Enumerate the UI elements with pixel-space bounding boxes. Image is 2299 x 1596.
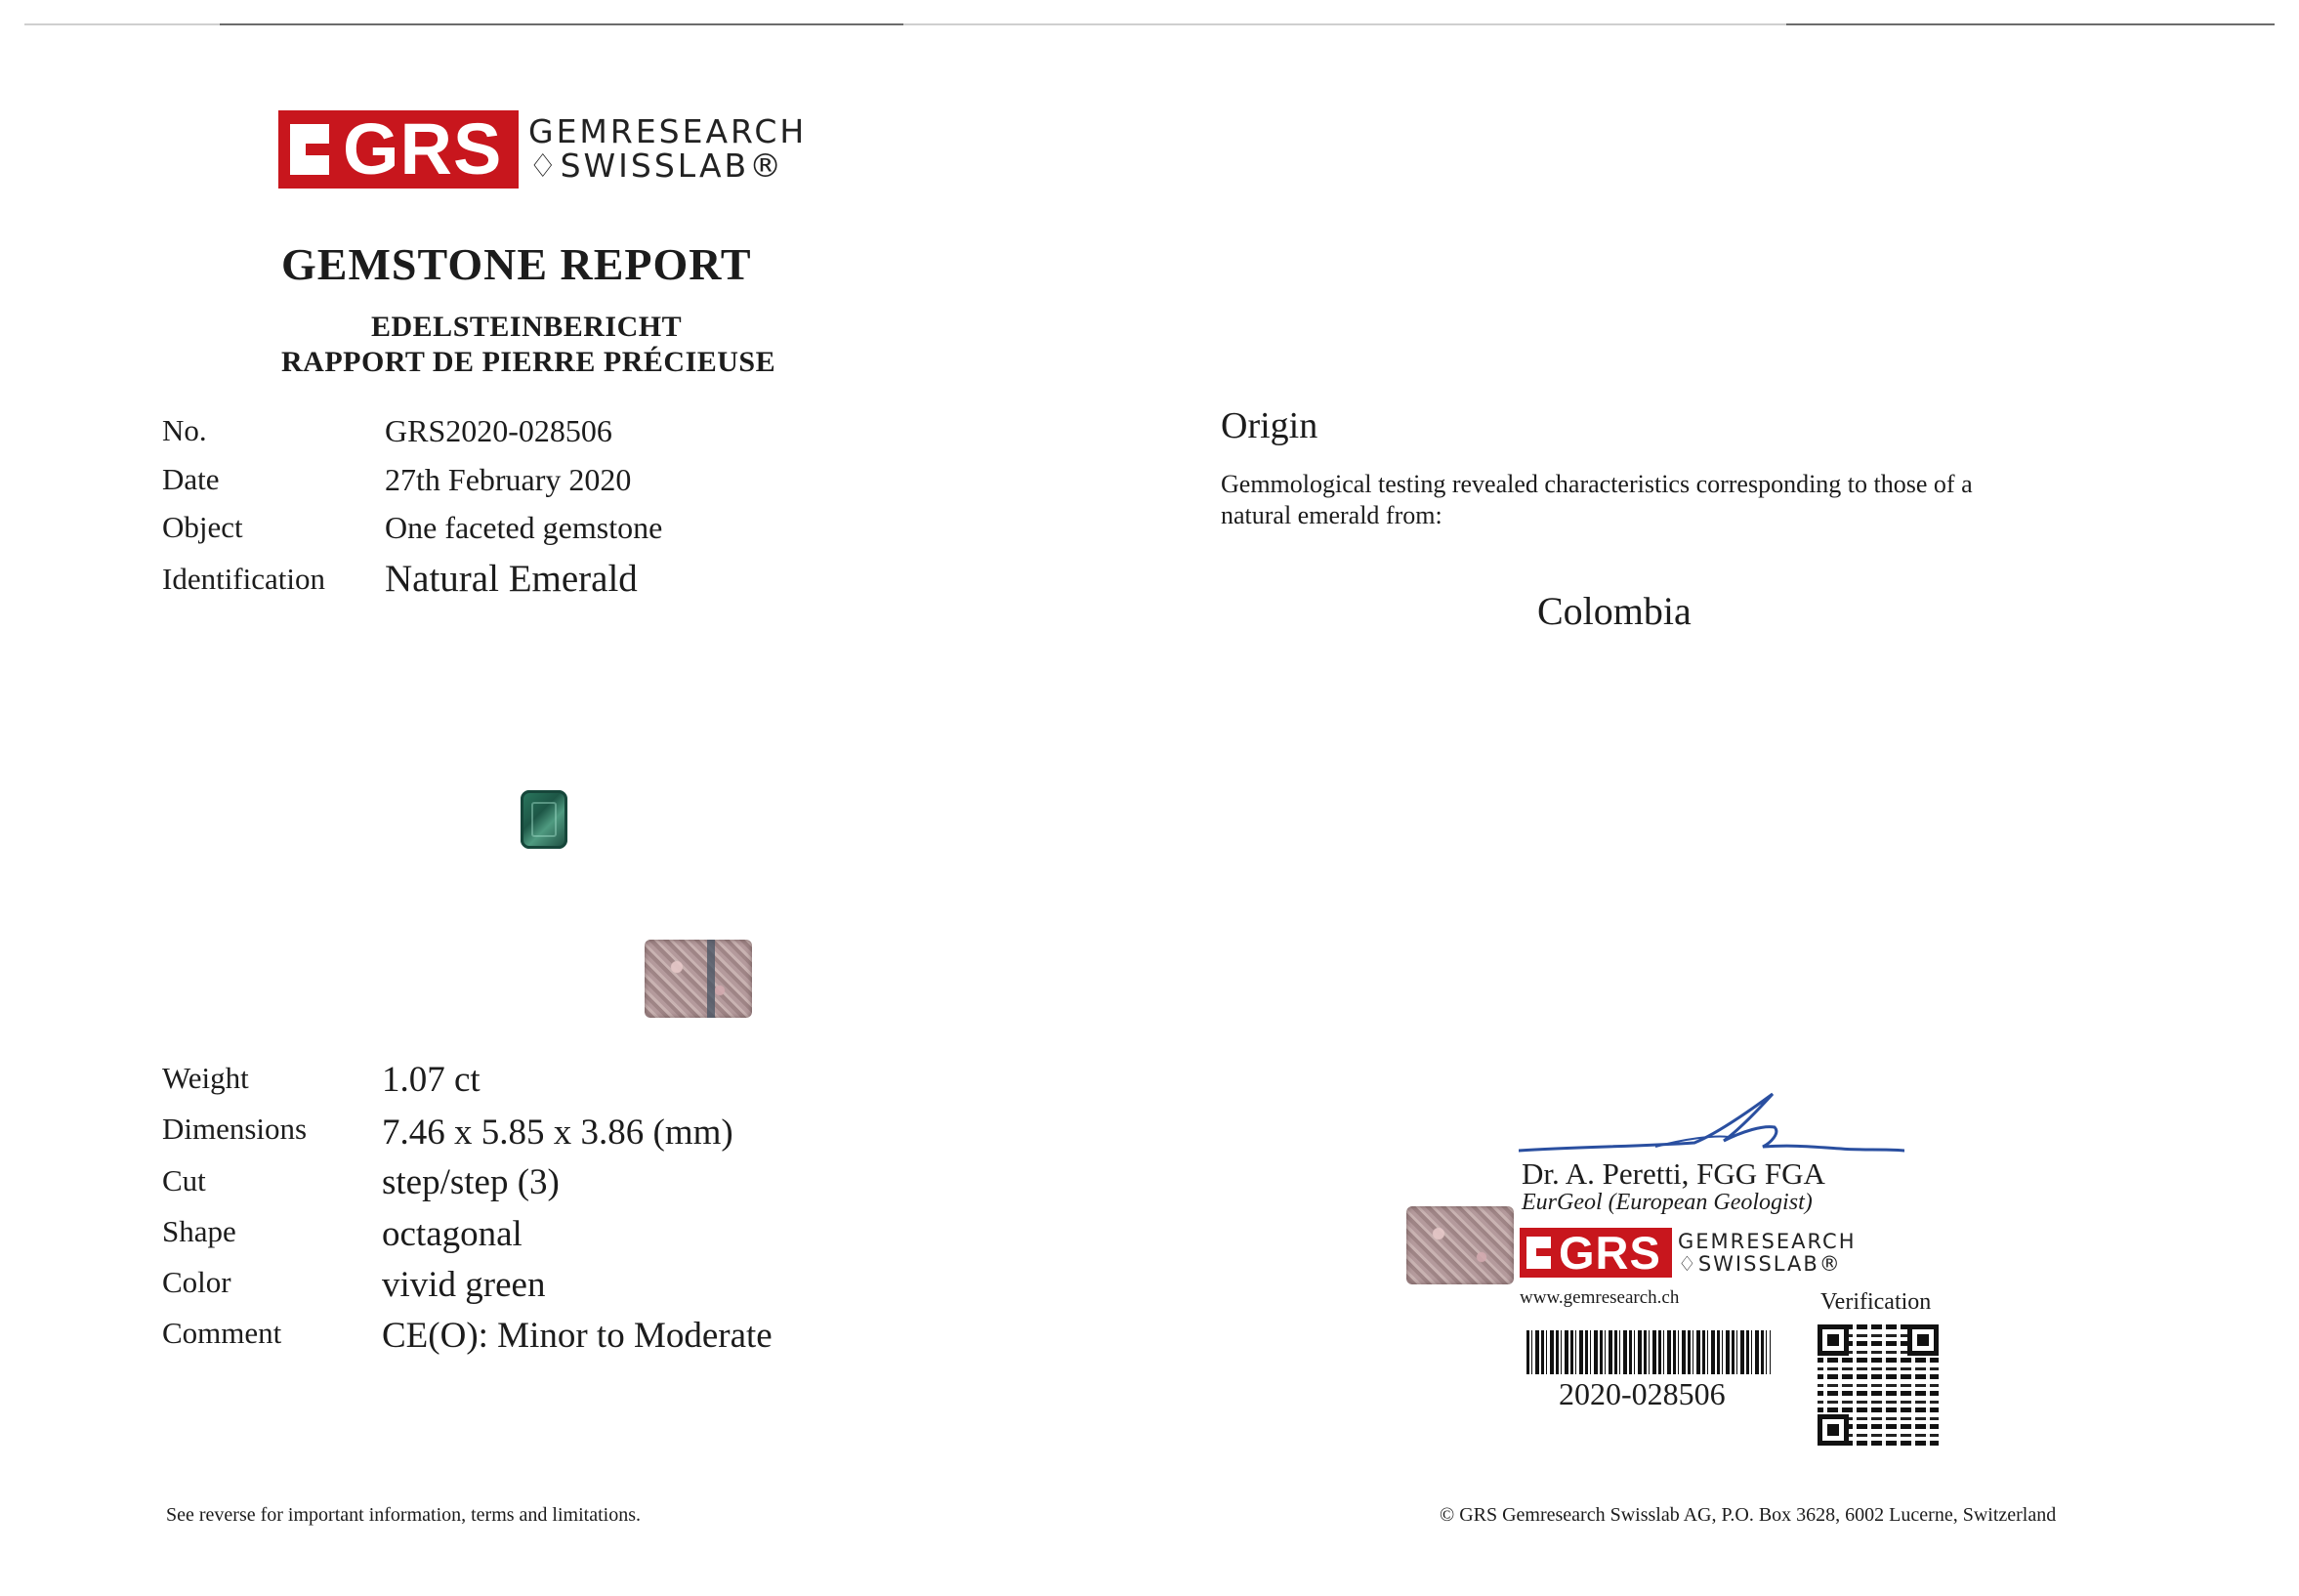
diamond-icon: ♢: [1678, 1251, 1698, 1276]
origin-heading: Origin: [1221, 405, 1318, 446]
swiss-cross-icon: [1526, 1237, 1551, 1269]
footer-note: See reverse for important information, terms and limitations.: [166, 1504, 641, 1526]
security-hologram: [645, 940, 752, 1018]
report-title: GEMSTONE REPORT: [281, 239, 752, 289]
website-link[interactable]: www.gemresearch.ch: [1520, 1287, 1680, 1308]
dimensions-label: Dimensions: [162, 1112, 308, 1146]
comment-label: Comment: [162, 1316, 282, 1350]
object-value: One faceted gemstone: [385, 510, 663, 545]
top-border: [24, 23, 2275, 25]
footer-copyright: © GRS Gemresearch Swisslab AG, P.O. Box 3628, 6002 Lucerne, Switzerland: [1440, 1504, 2057, 1526]
qr-finder-pattern: [1818, 1324, 1849, 1356]
grs-logo-small-wordmark: [1678, 1231, 1856, 1274]
signer-name: Dr. A. Peretti, FGG FGA: [1522, 1156, 1825, 1191]
date-label: Date: [162, 462, 220, 496]
signer-title: EurGeol (European Geologist): [1522, 1190, 1813, 1215]
date-value: 27th February 2020: [385, 462, 632, 497]
grs-logo: [278, 110, 807, 189]
verification-qr-code[interactable]: [1818, 1324, 1939, 1446]
cut-value: step/step (3): [382, 1162, 560, 1202]
barcode: [1526, 1330, 1771, 1374]
no-value: GRS2020-028506: [385, 413, 612, 448]
grs-logo-badge: [278, 110, 519, 189]
dimensions-value: 7.46 x 5.85 x 3.86 (mm): [382, 1113, 733, 1153]
grs-logo-text: GRS: [343, 108, 503, 189]
origin-country: Colombia: [1537, 589, 1692, 633]
security-hologram-2: [1406, 1206, 1514, 1284]
report-subtitle-fr: RAPPORT DE PIERRE PRÉCIEUSE: [281, 346, 776, 378]
logo-small-line1: GEMRESEARCH: [1678, 1230, 1857, 1254]
grs-logo-small: [1520, 1228, 1856, 1278]
color-value: vivid green: [382, 1265, 546, 1305]
report-subtitle-de: EDELSTEINBERICHT: [371, 311, 683, 343]
grs-logo-small-badge: [1520, 1228, 1672, 1278]
diamond-icon: ♢: [528, 147, 561, 185]
identification-value: Natural Emerald: [385, 558, 638, 600]
weight-label: Weight: [162, 1061, 249, 1095]
shape-label: Shape: [162, 1214, 236, 1248]
logo-line2: SWISSLAB®: [560, 147, 785, 185]
barcode-number: 2020-028506: [1559, 1376, 1726, 1411]
cut-label: Cut: [162, 1163, 206, 1197]
qr-finder-pattern: [1907, 1324, 1939, 1356]
no-label: No.: [162, 413, 207, 447]
logo-small-line2: SWISSLAB®: [1697, 1251, 1842, 1276]
logo-line1: GEMRESEARCH: [528, 112, 808, 151]
weight-value: 1.07 ct: [382, 1060, 481, 1100]
grs-logo-small-text: GRS: [1559, 1227, 1661, 1279]
comment-value: CE(O): Minor to Moderate: [382, 1316, 773, 1356]
origin-text: Gemmological testing revealed characteristics corresponding to those of a natural emerald from:: [1221, 470, 1973, 529]
qr-finder-pattern: [1818, 1414, 1849, 1446]
swiss-cross-icon: [290, 124, 329, 175]
grs-logo-wordmark: [528, 112, 808, 185]
shape-value: octagonal: [382, 1214, 522, 1254]
gemstone-photo: [521, 790, 567, 849]
object-label: Object: [162, 510, 243, 544]
verification-label: Verification: [1820, 1289, 1932, 1315]
color-label: Color: [162, 1265, 231, 1299]
identification-label: Identification: [162, 562, 325, 596]
